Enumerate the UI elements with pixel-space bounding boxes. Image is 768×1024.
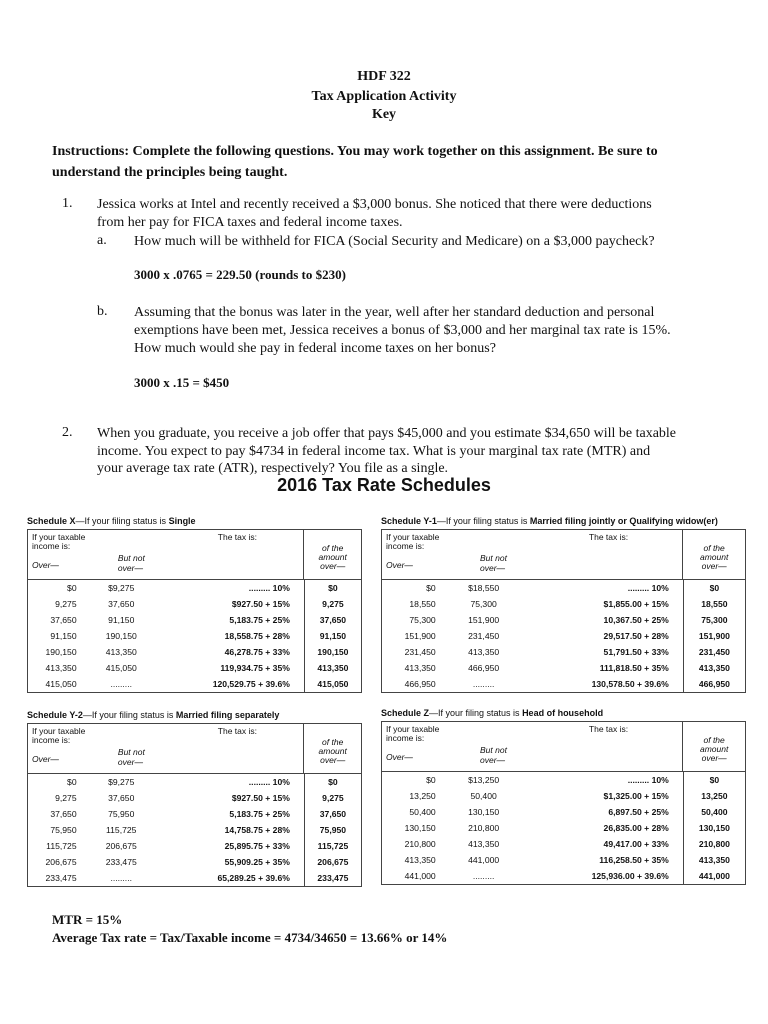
question-2-number: 2. xyxy=(62,425,73,440)
table-row xyxy=(382,868,745,884)
table-row xyxy=(28,838,361,854)
header-but-not: But not xyxy=(480,745,507,755)
instructions: Instructions: Complete the following questions. You may work together on this assignment. Be sure to understand the principles being taught. xyxy=(52,144,658,180)
header-tax-is: The tax is: xyxy=(217,726,258,736)
header-over-dash: over— xyxy=(480,563,506,573)
table-cell: 18,550 xyxy=(683,596,745,612)
question-2-line-2: income. You expect to pay $4734 in federal income tax. What is your marginal tax rate (MTR) and xyxy=(97,444,651,459)
header-amount: amount xyxy=(318,552,347,562)
table-cell: 441,000 xyxy=(468,855,500,865)
header-income-is: income is: xyxy=(32,541,71,551)
header-over: Over— xyxy=(32,754,59,764)
schedule-table-header xyxy=(28,724,361,774)
header-income-is: income is: xyxy=(386,733,425,743)
table-cell: ......... xyxy=(472,871,495,881)
table-cell: 75,300 xyxy=(409,615,436,625)
table-cell: 190,150 xyxy=(304,644,361,660)
table-row xyxy=(28,660,361,676)
header-but-not: But not xyxy=(480,553,507,563)
table-cell: 75,950 xyxy=(304,822,361,838)
table-cell: 233,475 xyxy=(304,870,361,886)
table-cell: 75,950 xyxy=(108,809,135,819)
table-cell: 151,900 xyxy=(404,631,436,641)
table-row xyxy=(382,660,745,676)
table-cell: 115,725 xyxy=(304,838,361,854)
table-cell: 120,529.75 + 39.6% xyxy=(212,679,290,689)
table-cell: ......... 10% xyxy=(248,777,290,787)
table-row xyxy=(28,612,361,628)
schedule-caption-text: —If your filing status is xyxy=(429,708,523,718)
header-over-2: over— xyxy=(320,755,346,765)
table-cell: ......... 10% xyxy=(248,583,290,593)
table-cell: 14,758.75 + 28% xyxy=(224,825,290,835)
table-cell: 9,275 xyxy=(304,790,361,806)
schedule-filing-status: Married filing separately xyxy=(175,710,280,720)
table-cell: 5,183.75 + 25% xyxy=(229,615,290,625)
schedule-table-header xyxy=(28,530,361,580)
header-if-taxable: If your taxable xyxy=(386,724,440,734)
header-amount-column xyxy=(303,724,361,773)
table-cell: 413,350 xyxy=(45,663,77,673)
schedule-filing-status: Single xyxy=(168,516,196,526)
table-cell: 415,050 xyxy=(105,663,137,673)
table-row xyxy=(382,820,745,836)
table-row xyxy=(28,790,361,806)
header-over-2: over— xyxy=(320,561,346,571)
schedule-filing-status: Married filing jointly or Qualifying widow(er) xyxy=(529,516,718,526)
table-row xyxy=(382,852,745,868)
table-cell: 206,675 xyxy=(45,857,77,867)
table-row xyxy=(382,644,745,660)
header-amount-column xyxy=(682,530,745,579)
table-cell: 10,367.50 + 25% xyxy=(603,615,669,625)
table-cell: $13,250 xyxy=(468,775,500,785)
table-row xyxy=(28,870,361,886)
table-cell: 206,675 xyxy=(105,841,137,851)
question-1a-answer: 3000 x .0765 = 229.50 (rounds to $230) xyxy=(134,267,346,282)
table-cell: $0 xyxy=(67,777,77,787)
table-cell: 130,150 xyxy=(468,807,500,817)
table-cell: 441,000 xyxy=(683,868,745,884)
header-over-dash: over— xyxy=(480,755,506,765)
table-cell: ......... 10% xyxy=(627,583,669,593)
table-cell: 29,517.50 + 28% xyxy=(603,631,669,641)
table-cell: 9,275 xyxy=(304,596,361,612)
header-tax-is: The tax is: xyxy=(588,532,629,542)
table-cell: 415,050 xyxy=(45,679,77,689)
document-subtitle: Key xyxy=(371,107,397,122)
table-cell: 75,300 xyxy=(683,612,745,628)
question-1-number: 1. xyxy=(62,196,73,211)
schedule-table-header xyxy=(382,530,745,580)
table-row xyxy=(382,836,745,852)
table-cell: $0 xyxy=(304,774,361,790)
schedule-caption-text: —If your filing status is xyxy=(82,710,176,720)
table-cell: 111,818.50 + 35% xyxy=(599,663,669,673)
table-cell: $1,855.00 + 15% xyxy=(603,599,669,609)
schedule-x xyxy=(27,516,362,693)
table-cell: $1,325.00 + 15% xyxy=(603,791,669,801)
table-cell: $9,275 xyxy=(108,583,135,593)
question-1-line-2: from her pay for FICA taxes and federal income taxes. xyxy=(97,215,403,230)
schedule-caption-text: —If your filing status is xyxy=(75,516,169,526)
table-cell: $9,275 xyxy=(108,777,135,787)
table-row xyxy=(382,580,745,596)
table-cell: 25,895.75 + 33% xyxy=(224,841,290,851)
table-cell: 413,350 xyxy=(105,647,137,657)
table-cell: 190,150 xyxy=(45,647,77,657)
table-cell: $18,550 xyxy=(468,583,500,593)
table-row xyxy=(382,804,745,820)
table-cell: $0 xyxy=(683,580,745,596)
header-income-is: income is: xyxy=(32,735,71,745)
header-over: Over— xyxy=(32,560,59,570)
table-cell: 91,150 xyxy=(108,615,135,625)
table-cell: 26,835.00 + 28% xyxy=(603,823,669,833)
table-cell: 115,725 xyxy=(46,841,77,851)
table-cell: 116,258.50 + 35% xyxy=(599,855,669,865)
document-title: Tax Application Activity xyxy=(311,89,457,104)
question-1b-label: b. xyxy=(97,304,108,319)
table-cell: $927.50 + 15% xyxy=(231,793,290,803)
header-over-2: over— xyxy=(701,753,727,763)
question-2-line-3: your average tax rate (ATR), respectively? You file as a single. xyxy=(97,461,449,476)
question-1b-answer: 3000 x .15 = $450 xyxy=(134,375,230,390)
header-if-taxable: If your taxable xyxy=(32,726,86,736)
schedule-filing-status: Head of household xyxy=(522,708,604,718)
table-cell: 233,475 xyxy=(45,873,77,883)
table-cell: $0 xyxy=(67,583,77,593)
table-cell: 37,650 xyxy=(50,615,77,625)
header-over-dash: over— xyxy=(117,757,143,767)
table-cell: 37,650 xyxy=(108,793,135,803)
table-cell: 233,475 xyxy=(105,857,137,867)
table-cell: 190,150 xyxy=(105,631,137,641)
header-of-the: of the xyxy=(322,737,344,747)
header-amount: amount xyxy=(318,746,347,756)
table-cell: 119,934.75 + 35% xyxy=(220,663,290,673)
table-cell: 37,650 xyxy=(50,809,77,819)
table-cell: 441,000 xyxy=(404,871,436,881)
table-row xyxy=(28,596,361,612)
table-cell: 37,650 xyxy=(108,599,135,609)
table-cell: 13,250 xyxy=(683,788,745,804)
table-row xyxy=(28,822,361,838)
table-cell: 9,275 xyxy=(55,599,77,609)
schedule-caption xyxy=(27,710,362,720)
question-1a-text: How much will be withheld for FICA (Social Security and Medicare) on a $3,000 paycheck? xyxy=(134,234,655,249)
table-cell: 130,150 xyxy=(683,820,745,836)
schedule-caption xyxy=(381,516,746,526)
table-cell: 125,936.00 + 39.6% xyxy=(591,871,669,881)
table-cell: 37,650 xyxy=(304,612,361,628)
header-of-the: of the xyxy=(703,543,725,553)
table-cell: 50,400 xyxy=(409,807,436,817)
table-row xyxy=(382,596,745,612)
table-cell: 49,417.00 + 33% xyxy=(603,839,669,849)
table-row xyxy=(382,676,745,692)
table-cell: 466,950 xyxy=(683,676,745,692)
table-cell: 18,558.75 + 28% xyxy=(224,631,290,641)
table-cell: 130,150 xyxy=(404,823,436,833)
table-cell: 151,900 xyxy=(683,628,745,644)
header-over-dash: over— xyxy=(117,563,143,573)
schedule-table xyxy=(28,580,361,692)
schedule-table xyxy=(382,580,745,692)
course-code: HDF 322 xyxy=(357,69,411,84)
question-1b-line-3: How much would she pay in federal income taxes on her bonus? xyxy=(134,341,496,356)
table-row xyxy=(382,612,745,628)
schedule-table-header xyxy=(382,722,745,772)
table-cell: ......... xyxy=(110,873,132,883)
table-cell: ......... 10% xyxy=(627,775,669,785)
question-1b-line-1: Assuming that the bonus was later in the year, well after her standard deduction and personal xyxy=(134,305,655,320)
table-row xyxy=(382,772,745,788)
header-amount: amount xyxy=(699,744,729,754)
table-cell: 206,675 xyxy=(304,854,361,870)
header-amount: amount xyxy=(699,552,729,562)
schedule-caption-text: —If your filing status is xyxy=(436,516,530,526)
header-of-the: of the xyxy=(703,735,725,745)
table-cell: 413,350 xyxy=(304,660,361,676)
table-cell: 415,050 xyxy=(304,676,361,692)
schedule-y2 xyxy=(27,710,362,887)
table-cell: ......... xyxy=(472,679,495,689)
question-2-line-1: When you graduate, you receive a job offer that pays $45,000 and you estimate $34,650 will be taxable xyxy=(97,426,677,441)
table-cell: 231,450 xyxy=(468,631,500,641)
table-row xyxy=(28,644,361,660)
table-cell: $0 xyxy=(683,772,745,788)
schedule-name: Schedule Z xyxy=(381,708,430,718)
schedules-title: 2016 Tax Rate Schedules xyxy=(277,475,491,495)
table-cell: 37,650 xyxy=(304,806,361,822)
header-tax-is: The tax is: xyxy=(588,724,629,734)
table-cell: 91,150 xyxy=(50,631,77,641)
table-cell: $0 xyxy=(426,775,436,785)
atr-answer: Average Tax rate = Tax/Taxable income = 4734/34650 = 13.66% or 14% xyxy=(52,930,448,945)
table-row xyxy=(28,774,361,790)
header-amount-column xyxy=(682,722,745,771)
schedule-table-box xyxy=(27,723,362,887)
table-cell: 50,400 xyxy=(470,791,497,801)
question-1-line-1: Jessica works at Intel and recently received a $3,000 bonus. She noticed that there were deductions xyxy=(97,197,652,212)
table-row xyxy=(28,628,361,644)
table-cell: 466,950 xyxy=(468,663,500,673)
table-cell: 65,289.25 + 39.6% xyxy=(217,873,290,883)
question-1b-line-2: exemptions have been met, Jessica receives a bonus of $3,000 and her marginal tax rate is 15%. xyxy=(134,323,671,338)
table-cell: 6,897.50 + 25% xyxy=(608,807,669,817)
header-over: Over— xyxy=(386,560,413,570)
table-cell: 413,350 xyxy=(468,839,500,849)
table-cell: 413,350 xyxy=(404,663,436,673)
table-cell: 5,183.75 + 25% xyxy=(229,809,290,819)
table-cell: 130,578.50 + 39.6% xyxy=(591,679,669,689)
header-tax-is: The tax is: xyxy=(217,532,258,542)
question-1a-label: a. xyxy=(97,233,107,248)
table-cell: $0 xyxy=(426,583,436,593)
table-row xyxy=(28,676,361,692)
table-cell: 151,900 xyxy=(468,615,500,625)
table-row xyxy=(28,854,361,870)
table-cell: 210,800 xyxy=(468,823,500,833)
header-if-taxable: If your taxable xyxy=(386,532,440,542)
table-cell: 55,909.25 + 35% xyxy=(224,857,290,867)
table-cell: ......... xyxy=(110,679,132,689)
header-over-2: over— xyxy=(701,561,727,571)
header-but-not: But not xyxy=(117,747,145,757)
schedule-name: Schedule X xyxy=(27,516,76,526)
table-cell: 75,300 xyxy=(470,599,497,609)
schedule-table-box xyxy=(381,721,746,885)
schedule-table xyxy=(382,772,745,884)
table-row xyxy=(28,806,361,822)
header-over: Over— xyxy=(386,752,413,762)
schedule-name: Schedule Y-1 xyxy=(381,516,437,526)
schedule-caption xyxy=(381,708,746,718)
table-row xyxy=(382,628,745,644)
table-cell: 50,400 xyxy=(683,804,745,820)
schedule-caption xyxy=(27,516,362,526)
table-cell: 231,450 xyxy=(683,644,745,660)
table-row xyxy=(382,788,745,804)
schedule-table-box xyxy=(381,529,746,693)
table-cell: 75,950 xyxy=(50,825,77,835)
header-if-taxable: If your taxable xyxy=(32,532,86,542)
table-cell: 413,350 xyxy=(683,852,745,868)
header-income-is: income is: xyxy=(386,541,425,551)
header-of-the: of the xyxy=(322,543,344,553)
schedule-name: Schedule Y-2 xyxy=(27,710,83,720)
schedule-z xyxy=(381,708,746,885)
table-cell: 51,791.50 + 33% xyxy=(603,647,669,657)
table-cell: 13,250 xyxy=(409,791,436,801)
table-cell: 18,550 xyxy=(409,599,436,609)
table-cell: 46,278.75 + 33% xyxy=(224,647,290,657)
table-cell: 413,350 xyxy=(404,855,436,865)
table-cell: 115,725 xyxy=(106,825,137,835)
schedule-table xyxy=(28,774,361,886)
table-cell: 231,450 xyxy=(404,647,436,657)
table-cell: $0 xyxy=(304,580,361,596)
header-amount-column xyxy=(303,530,361,579)
schedule-table-box xyxy=(27,529,362,693)
table-cell: 210,800 xyxy=(683,836,745,852)
mtr-answer: MTR = 15% xyxy=(52,912,123,927)
table-row xyxy=(28,580,361,596)
table-cell: $927.50 + 15% xyxy=(231,599,290,609)
table-cell: 9,275 xyxy=(55,793,77,803)
table-cell: 91,150 xyxy=(304,628,361,644)
table-cell: 413,350 xyxy=(468,647,500,657)
table-cell: 210,800 xyxy=(404,839,436,849)
schedule-y1 xyxy=(381,516,746,693)
header-but-not: But not xyxy=(117,553,145,563)
table-cell: 466,950 xyxy=(404,679,436,689)
table-cell: 413,350 xyxy=(683,660,745,676)
